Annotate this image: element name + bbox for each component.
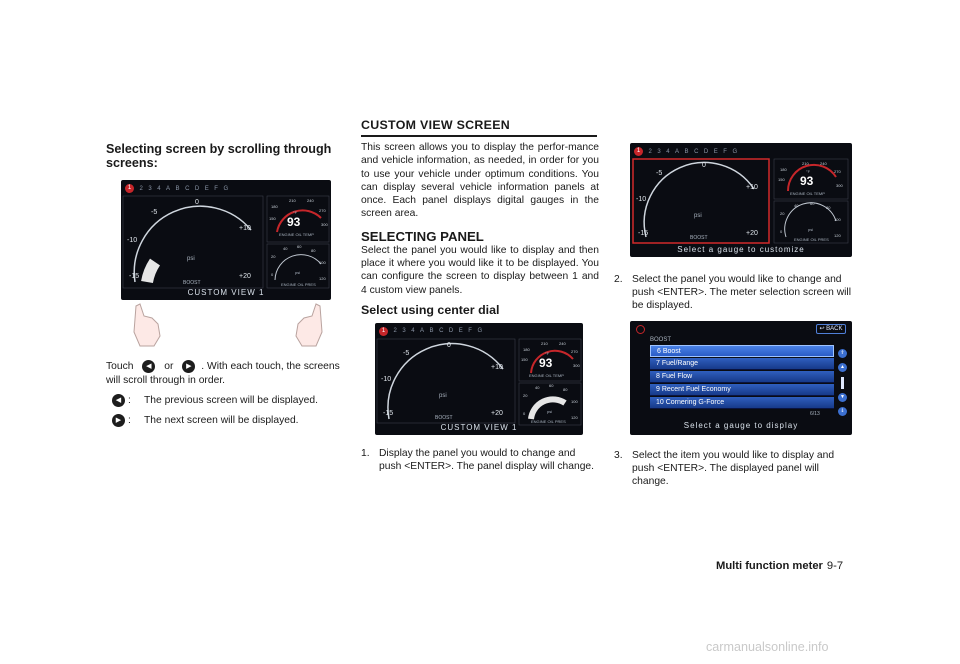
boost-tick-minus15: -15 [383, 409, 394, 417]
next-arrow-icon: ▶ [182, 360, 195, 373]
tab: 3 [148, 185, 152, 192]
oil-pres-tick-20: 20 [523, 392, 528, 398]
gauge-graphics [121, 180, 331, 300]
oil-temp-value: 93 [800, 174, 814, 188]
oil-pres-tick-0: 0 [523, 410, 526, 416]
footer-section: Multi function meter [716, 560, 823, 572]
oil-temp-tick-210: 210 [802, 161, 809, 166]
boost-tick-minus5: -5 [656, 170, 663, 177]
oil-temp-unit: °F [293, 210, 298, 215]
boost-tick-0: 0 [447, 341, 451, 349]
screen-caption: CUSTOM VIEW 1 [440, 422, 518, 432]
oil-pres-unit: psi [808, 227, 814, 232]
oil-pres-tick-40: 40 [535, 384, 540, 390]
tab: 4 [666, 148, 670, 155]
next-description: The next screen will be displayed. [144, 414, 299, 426]
oil-pres-tick-60: 60 [810, 201, 815, 206]
list-item[interactable]: 6 Boost [650, 345, 834, 357]
step-text: Select the panel you would like to change and push <ENTER>. The meter selection screen will be displayed. [632, 274, 851, 311]
step-number: 2. [614, 274, 623, 285]
previous-arrow-icon: ◀ [112, 394, 125, 407]
oil-pres-label: ENGINE OIL PRES [794, 237, 829, 242]
previous-description: The previous screen will be displayed. [144, 394, 318, 406]
oil-pres-tick-100: 100 [571, 398, 578, 404]
page-footer [716, 560, 843, 572]
oil-temp-label: ENGINE OIL TEMP [529, 372, 564, 378]
boost-tick-minus10: -10 [127, 237, 138, 244]
boost-tick-minus10: -10 [381, 375, 392, 383]
oil-pres-tick-0: 0 [780, 229, 783, 234]
oil-temp-tick-270: 270 [834, 169, 841, 174]
touch-suffix: . With each touch, the screens will scroll through in order. [106, 361, 340, 386]
oil-pres-unit: psi [547, 408, 553, 414]
oil-temp-tick-270: 270 [319, 208, 326, 213]
tab: A [675, 148, 680, 155]
oil-temp-unit: °F [806, 169, 811, 174]
figure-touch-screen [106, 180, 346, 360]
tab: F [468, 328, 472, 335]
boost-label: BOOST [183, 280, 201, 286]
step-text: Display the panel you would to change and push <ENTER>. The panel display will change. [379, 447, 595, 472]
oil-temp-label: ENGINE OIL TEMP [790, 191, 825, 196]
column-right [614, 143, 856, 488]
oil-pres-tick-40: 40 [283, 246, 288, 251]
tab-active: 1 [125, 184, 134, 193]
previous-arrow-icon: ◀ [142, 360, 155, 373]
oil-pres-tick-80: 80 [563, 386, 568, 392]
oil-pres-unit: psi [295, 270, 301, 275]
step-text: Select the item you would like to display and push <ENTER>. The displayed panel will change. [632, 450, 835, 487]
tab-active: 1 [634, 147, 643, 156]
oil-temp-tick-300: 300 [836, 183, 843, 188]
tab: 4 [157, 185, 161, 192]
oil-pres-tick-100: 100 [319, 260, 326, 265]
section-title: CUSTOM VIEW SCREEN [361, 118, 597, 137]
boost-tick-plus20: +20 [239, 273, 251, 280]
boost-label: BOOST [690, 235, 708, 241]
column-middle [361, 118, 599, 473]
oil-pres-tick-20: 20 [780, 211, 785, 216]
right-hand-icon [292, 302, 328, 348]
scroll-up-icon[interactable]: ▲ [838, 363, 847, 372]
gauge-graphics [630, 143, 852, 257]
oil-pres-tick-60: 60 [297, 244, 302, 249]
step-2 [614, 273, 856, 312]
tab: 2 [648, 148, 652, 155]
boost-psi-label: psi [439, 392, 447, 399]
gauge-list-screen [630, 321, 852, 435]
tab: D [194, 185, 200, 192]
tab: E [204, 185, 209, 192]
tab: A [166, 185, 171, 192]
tab: E [713, 148, 718, 155]
page-number: 9-7 [826, 560, 844, 572]
tab: B [684, 148, 689, 155]
boost-tick-plus10: +10 [746, 184, 758, 191]
tab: C [694, 148, 699, 155]
step-number: 3. [614, 450, 623, 461]
scroll-top-icon[interactable]: ⇑ [838, 349, 847, 358]
previous-definition [106, 394, 346, 407]
touch-prefix: Touch [106, 361, 134, 373]
circle-icon [636, 325, 645, 334]
scrollbar-thumb[interactable] [841, 377, 844, 389]
page-indicator: 6/13 [810, 411, 820, 417]
tab: 3 [657, 148, 661, 155]
boost-tick-0: 0 [195, 199, 199, 206]
tab: D [703, 148, 709, 155]
oil-pres-tick-60: 60 [549, 382, 554, 388]
oil-temp-tick-240: 240 [559, 340, 566, 346]
next-definition [106, 414, 346, 427]
screen-caption: Select a gauge to customize [677, 245, 805, 254]
back-arrow-icon: ↩ [819, 326, 825, 332]
oil-pres-label: ENGINE OIL PRES [531, 418, 566, 424]
list-caption: Select a gauge to display [683, 421, 799, 430]
oil-temp-tick-150: 150 [269, 216, 276, 221]
gauge-graphics [375, 323, 583, 435]
oil-temp-tick-150: 150 [521, 356, 528, 362]
oil-pres-tick-40: 40 [794, 203, 799, 208]
heading-selecting-panel: SELECTING PANEL [361, 228, 484, 244]
boost-tick-plus10: +10 [239, 225, 251, 232]
tab: 3 [402, 328, 406, 335]
oil-temp-value: 93 [539, 355, 553, 370]
oil-temp-tick-270: 270 [571, 348, 578, 354]
touch-or: or [164, 361, 174, 373]
oil-temp-value: 93 [287, 215, 301, 229]
custom-view-screen [121, 180, 331, 300]
colon: : [128, 394, 131, 406]
tab: F [214, 185, 218, 192]
colon: : [128, 414, 131, 426]
tab: E [458, 328, 463, 335]
scroll-down-icon[interactable]: ▼ [838, 393, 847, 402]
tab: B [429, 328, 434, 335]
back-label: BACK [826, 326, 843, 332]
oil-pres-tick-80: 80 [311, 248, 316, 253]
tab: 4 [411, 328, 415, 335]
scroll-bottom-icon[interactable]: ⇓ [838, 407, 847, 416]
oil-pres-tick-0: 0 [271, 272, 274, 277]
boost-tick-minus10: -10 [636, 196, 647, 203]
list-header: BOOST [650, 337, 672, 343]
oil-pres-tick-100: 100 [834, 217, 841, 222]
list-item[interactable]: 7 Fuel/Range [650, 358, 834, 370]
oil-pres-label: ENGINE OIL PRES [281, 282, 316, 287]
boost-psi-label: psi [187, 256, 195, 262]
tab: G [732, 148, 738, 155]
watermark: carmanualsonline.info [706, 640, 829, 654]
custom-view-screen-2 [375, 323, 583, 435]
tab: 2 [139, 185, 143, 192]
touch-instructions [106, 360, 346, 387]
boost-psi-label: psi [694, 213, 702, 219]
list-item[interactable]: 8 Fuel Flow [650, 371, 834, 383]
boost-tick-minus15: -15 [129, 273, 140, 280]
oil-pres-tick-120: 120 [319, 276, 326, 281]
step-1 [361, 447, 599, 473]
boost-tick-0: 0 [702, 162, 706, 169]
tab: 2 [393, 328, 397, 335]
oil-temp-tick-210: 210 [541, 340, 548, 346]
tab: G [223, 185, 229, 192]
boost-label: BOOST [435, 414, 453, 421]
oil-temp-tick-240: 240 [307, 198, 314, 203]
tab-active: 1 [379, 327, 388, 336]
oil-temp-tick-180: 180 [523, 346, 530, 352]
tab: A [420, 328, 425, 335]
boost-tick-minus5: -5 [151, 209, 158, 216]
list-item[interactable]: 9 Recent Fuel Economy [650, 384, 834, 396]
oil-temp-tick-150: 150 [778, 177, 785, 182]
oil-temp-tick-240: 240 [820, 161, 827, 166]
oil-temp-unit: °F [545, 350, 550, 356]
next-arrow-icon: ▶ [112, 414, 125, 427]
boost-tick-minus5: -5 [403, 349, 410, 357]
tab: C [185, 185, 190, 192]
oil-temp-tick-300: 300 [573, 362, 580, 368]
intro-paragraph: This screen allows you to display the perfor-mance and vehicle information, as needed, in order for you to use your vehicle under optimum conditions. You can display several vehicle information panels at once. Each panel displays digital gauges in the screen area. [361, 142, 599, 220]
selecting-paragraph: Select the panel you would like to display and then place it where you would like it to be displayed. You can configure the screen to display between 1 and 4 custom view panels. [361, 244, 599, 296]
tab: G [477, 328, 483, 335]
tab: F [723, 148, 727, 155]
boost-tick-plus20: +20 [491, 409, 503, 417]
oil-temp-tick-180: 180 [780, 167, 787, 172]
heading-center-dial: Select using center dial [361, 302, 500, 317]
oil-pres-tick-20: 20 [271, 254, 276, 259]
step-number: 1. [361, 447, 370, 459]
oil-temp-tick-180: 180 [271, 204, 278, 209]
oil-temp-tick-300: 300 [321, 222, 328, 227]
oil-temp-tick-210: 210 [289, 198, 296, 203]
back-button[interactable] [816, 324, 846, 334]
oil-pres-tick-80: 80 [826, 205, 831, 210]
subheading-scroll: Selecting screen by scrolling through screens: [106, 142, 332, 170]
tab: C [439, 328, 444, 335]
screen-caption: CUSTOM VIEW 1 [187, 288, 265, 297]
left-hand-icon [128, 302, 164, 348]
oil-pres-tick-120: 120 [834, 233, 841, 238]
oil-pres-tick-120: 120 [571, 414, 578, 420]
boost-tick-plus20: +20 [746, 230, 758, 237]
list-item[interactable]: 10 Cornering G-Force [650, 397, 834, 409]
boost-tick-plus10: +10 [491, 363, 503, 371]
boost-tick-minus15: -15 [638, 230, 649, 237]
oil-temp-label: ENGINE OIL TEMP [279, 232, 314, 237]
tab: D [448, 328, 454, 335]
column-left [106, 142, 346, 427]
tab: B [175, 185, 180, 192]
customize-screen [630, 143, 852, 257]
step-3 [614, 449, 856, 488]
